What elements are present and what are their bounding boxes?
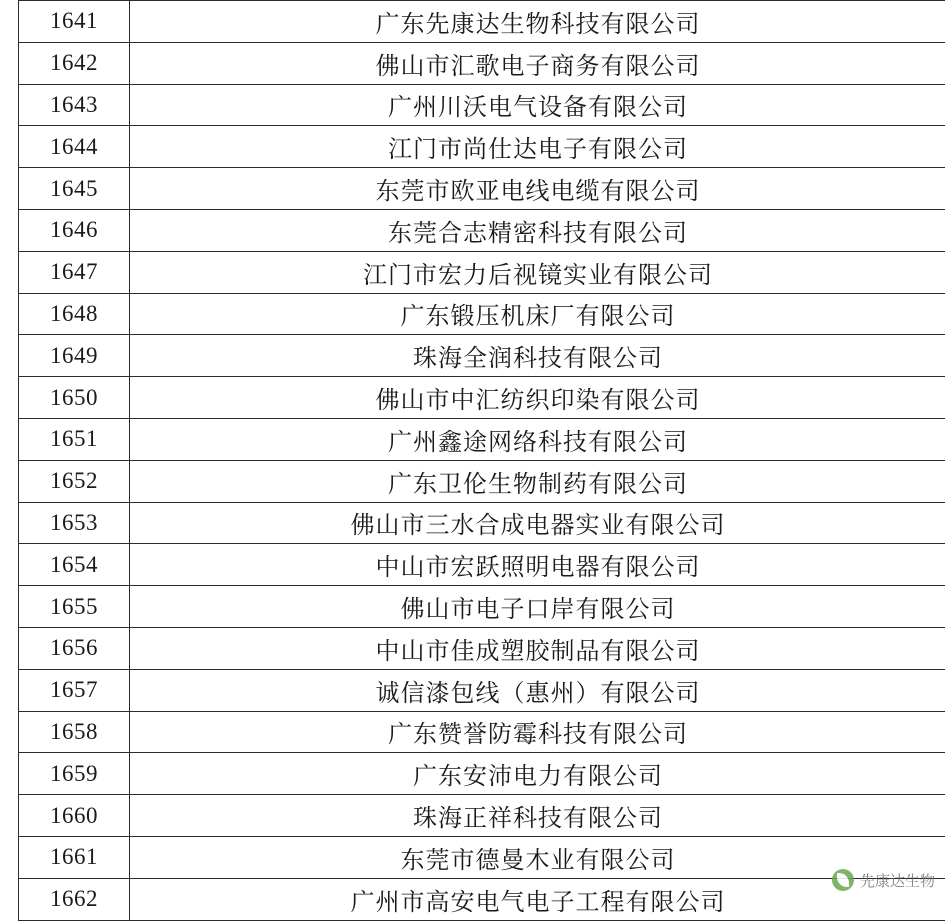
table-row	[19, 544, 945, 586]
row-company-name: 东莞市德曼木业有限公司	[130, 836, 945, 878]
row-index: 1653	[19, 502, 130, 544]
table-row	[19, 377, 945, 419]
row-company-name: 中山市宏跃照明电器有限公司	[130, 544, 945, 586]
row-company-name: 珠海全润科技有限公司	[130, 335, 945, 377]
row-company-name: 广东赞誉防霉科技有限公司	[130, 711, 945, 753]
table-row	[19, 711, 945, 753]
row-company-name: 佛山市电子口岸有限公司	[130, 586, 945, 628]
table-row	[19, 460, 945, 502]
table-row	[19, 878, 945, 920]
table-row	[19, 795, 945, 837]
row-index: 1644	[19, 126, 130, 168]
row-company-name: 广东先康达生物科技有限公司	[130, 1, 945, 43]
row-index: 1654	[19, 544, 130, 586]
table-row	[19, 753, 945, 795]
row-index: 1649	[19, 335, 130, 377]
row-index: 1651	[19, 418, 130, 460]
row-company-name: 广州川沃电气设备有限公司	[130, 84, 945, 126]
row-index: 1650	[19, 377, 130, 419]
row-company-name: 佛山市中汇纺织印染有限公司	[130, 377, 945, 419]
table-row	[19, 669, 945, 711]
row-index: 1642	[19, 42, 130, 84]
table-row	[19, 502, 945, 544]
table-row	[19, 418, 945, 460]
row-index: 1641	[19, 1, 130, 43]
row-index: 1658	[19, 711, 130, 753]
row-company-name: 珠海正祥科技有限公司	[130, 795, 945, 837]
table-row	[19, 293, 945, 335]
table-row	[19, 42, 945, 84]
row-index: 1652	[19, 460, 130, 502]
row-company-name: 江门市宏力后视镜实业有限公司	[130, 251, 945, 293]
row-index: 1660	[19, 795, 130, 837]
table-row	[19, 836, 945, 878]
row-company-name: 广东锻压机床厂有限公司	[130, 293, 945, 335]
row-company-name: 江门市尚仕达电子有限公司	[130, 126, 945, 168]
row-company-name: 佛山市三水合成电器实业有限公司	[130, 502, 945, 544]
row-company-name: 佛山市汇歌电子商务有限公司	[130, 42, 945, 84]
table-row	[19, 84, 945, 126]
table-row	[19, 168, 945, 210]
row-index: 1656	[19, 627, 130, 669]
table-row	[19, 627, 945, 669]
row-index: 1648	[19, 293, 130, 335]
table-row	[19, 209, 945, 251]
row-company-name: 东莞合志精密科技有限公司	[130, 209, 945, 251]
row-company-name: 中山市佳成塑胶制品有限公司	[130, 627, 945, 669]
row-company-name: 广东安沛电力有限公司	[130, 753, 945, 795]
row-company-name: 广州市高安电气电子工程有限公司	[130, 878, 945, 920]
wechat-account-logo-icon	[832, 869, 854, 891]
row-company-name: 广州鑫途网络科技有限公司	[130, 418, 945, 460]
row-index: 1647	[19, 251, 130, 293]
watermark	[832, 869, 935, 891]
table-row	[19, 335, 945, 377]
table-row	[19, 586, 945, 628]
row-company-name: 广东卫伦生物制药有限公司	[130, 460, 945, 502]
row-index: 1646	[19, 209, 130, 251]
watermark-label: 先康达生物	[860, 870, 935, 891]
company-list-table	[18, 0, 945, 921]
row-company-name: 东莞市欧亚电线电缆有限公司	[130, 168, 945, 210]
table-row	[19, 1, 945, 43]
row-index: 1655	[19, 586, 130, 628]
table-row	[19, 126, 945, 168]
row-index: 1645	[19, 168, 130, 210]
row-index: 1659	[19, 753, 130, 795]
row-index: 1643	[19, 84, 130, 126]
row-index: 1662	[19, 878, 130, 920]
row-index: 1661	[19, 836, 130, 878]
table-body	[19, 1, 945, 921]
table-row	[19, 251, 945, 293]
row-index: 1657	[19, 669, 130, 711]
row-company-name: 诚信漆包线（惠州）有限公司	[130, 669, 945, 711]
